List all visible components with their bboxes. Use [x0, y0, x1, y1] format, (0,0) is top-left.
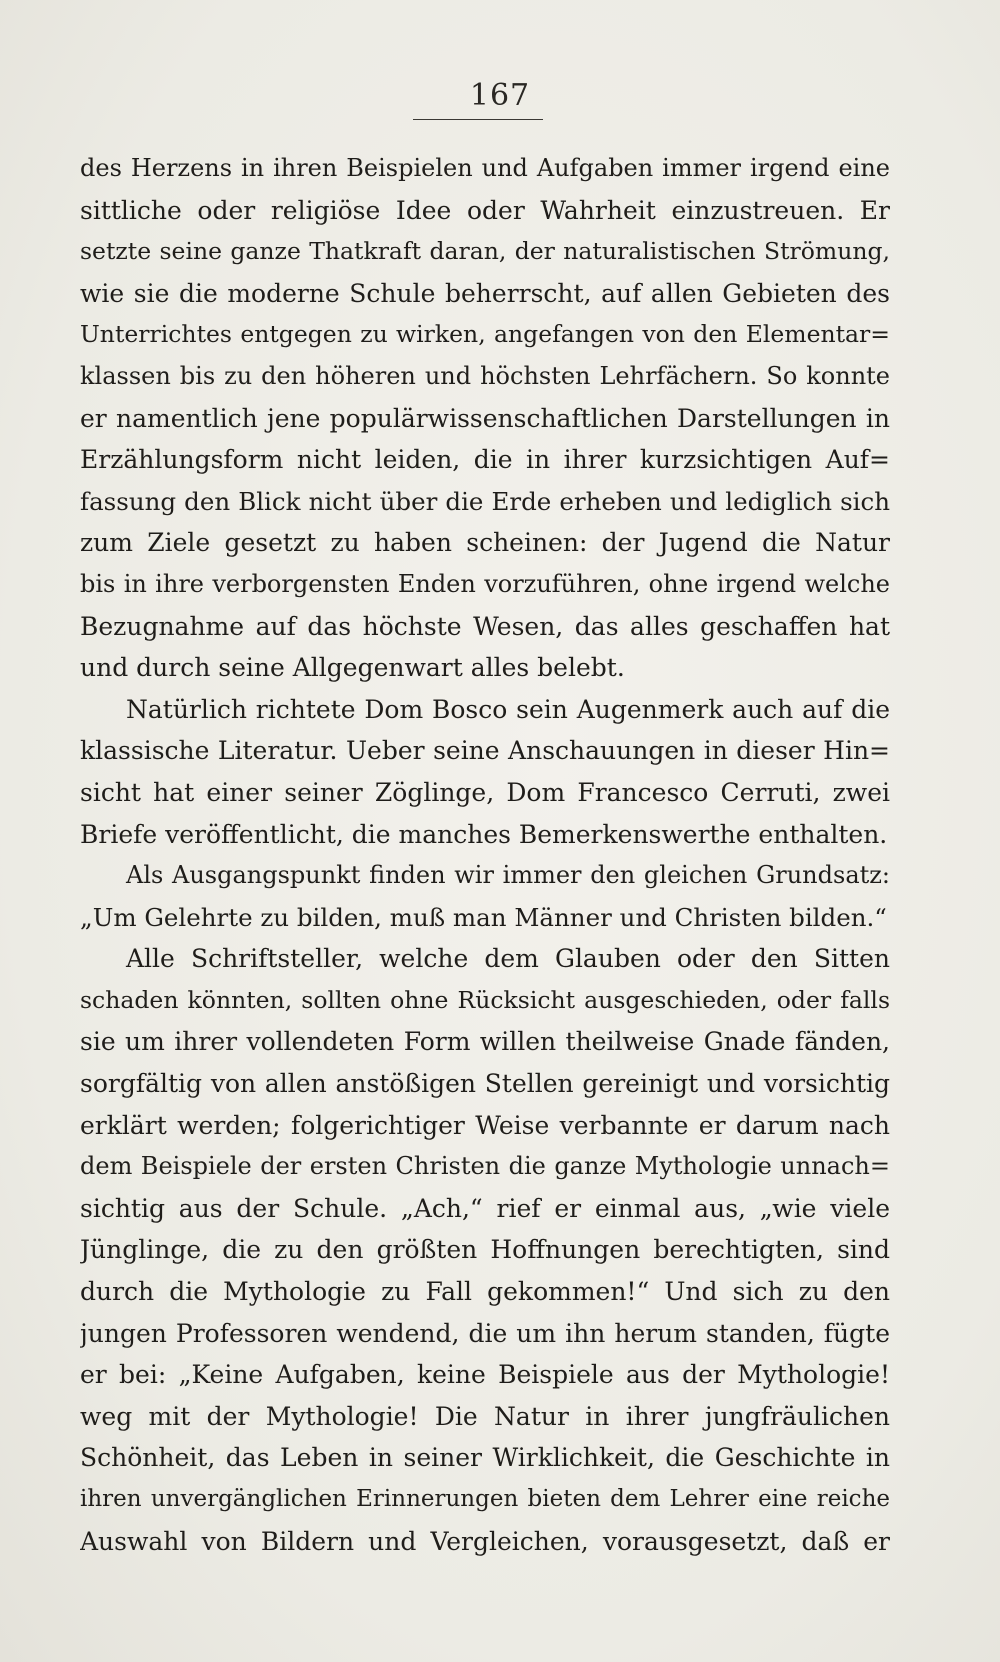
text-line: sorgfältig von allen anstößigen Stellen gereinigt und vorsichtig [80, 1069, 890, 1099]
text-line: Briefe veröffentlicht, die manches Bemerkenswerthe enthalten. [80, 819, 888, 849]
text-line: schaden könnten, sollten ohne Rücksicht ausgeschieden, oder falls [80, 985, 890, 1014]
text-line: Schönheit, das Leben in seiner Wirklichkeit, die Geschichte in [80, 1443, 890, 1473]
text-line: sittliche oder religiöse Idee oder Wahrheit einzustreuen. Er [80, 195, 890, 225]
text-line: ihren unvergänglichen Erinnerungen bieten dem Lehrer eine reiche [80, 1486, 890, 1512]
text-line: klassische Literatur. Ueber seine Anschauungen in dieser Hin= [80, 736, 890, 766]
text-line: erklärt werden; folgerichtiger Weise verbannte er darum nach [80, 1110, 890, 1140]
text-line: „Um Gelehrte zu bilden, muß man Männer und Christen bilden.“ [80, 902, 887, 932]
text-line: Bezugnahme auf das höchste Wesen, das alles geschaffen hat [80, 611, 890, 641]
text-line: sicht hat einer seiner Zöglinge, Dom Francesco Cerruti, zwei [80, 777, 890, 807]
text-line: weg mit der Mythologie! Die Natur in ihrer jungfräulichen [80, 1401, 890, 1431]
text-line: durch die Mythologie zu Fall gekommen!“ Und sich zu den [80, 1277, 890, 1307]
text-line: setzte seine ganze Thatkraft daran, der naturalistischen Strömung, [80, 237, 890, 266]
text-line: Natürlich richtete Dom Bosco sein Augenmerk auch auf die [126, 694, 890, 724]
text-line: sie um ihrer vollendeten Form willen theilweise Gnade fänden, [80, 1027, 890, 1057]
text-line: wie sie die moderne Schule beherrscht, auf allen Gebieten des [80, 278, 890, 308]
text-line: Jünglinge, die zu den größten Hoffnungen berechtigten, sind [80, 1235, 890, 1265]
text-line: Als Ausgangspunkt finden wir immer den gleichen Grundsatz: [126, 861, 890, 890]
text-line: fassung den Blick nicht über die Erde erheben und lediglich sich [80, 486, 890, 516]
text-line: dem Beispiele der ersten Christen die ganze Mythologie unnach= [80, 1152, 890, 1181]
text-line: Auswahl von Bildern und Vergleichen, vorausgesetzt, daß er [80, 1526, 890, 1556]
text-line: er namentlich jene populärwissenschaftlichen Darstellungen in [80, 403, 890, 433]
text-line: Alle Schriftsteller, welche dem Glauben oder den Sitten [126, 944, 890, 974]
body-text [80, 148, 890, 1562]
page-number-rule [413, 119, 543, 120]
text-line: des Herzens in ihren Beispielen und Aufgaben immer irgend eine [80, 154, 890, 182]
text-line: jungen Professoren wendend, die um ihn herum standen, fügte [80, 1318, 890, 1348]
text-line: bis in ihre verborgensten Enden vorzuführen, ohne irgend welche [80, 569, 890, 598]
text-line: sichtig aus der Schule. „Ach,“ rief er einmal aus, „wie viele [80, 1193, 890, 1223]
text-line: Erzählungsform nicht leiden, die in ihrer kurzsichtigen Auf= [80, 445, 890, 475]
page-number: 167 [469, 78, 531, 113]
text-line: und durch seine Allgegenwart alles belebt. [80, 653, 625, 683]
text-line: zum Ziele gesetzt zu haben scheinen: der Jugend die Natur [80, 528, 890, 558]
text-line: er bei: „Keine Aufgaben, keine Beispiele aus der Mythologie! [80, 1360, 890, 1390]
text-line: klassen bis zu den höheren und höchsten Lehrfächern. So konnte [80, 361, 890, 390]
text-line: Unterrichtes entgegen zu wirken, angefangen von den Elementar= [80, 320, 890, 349]
